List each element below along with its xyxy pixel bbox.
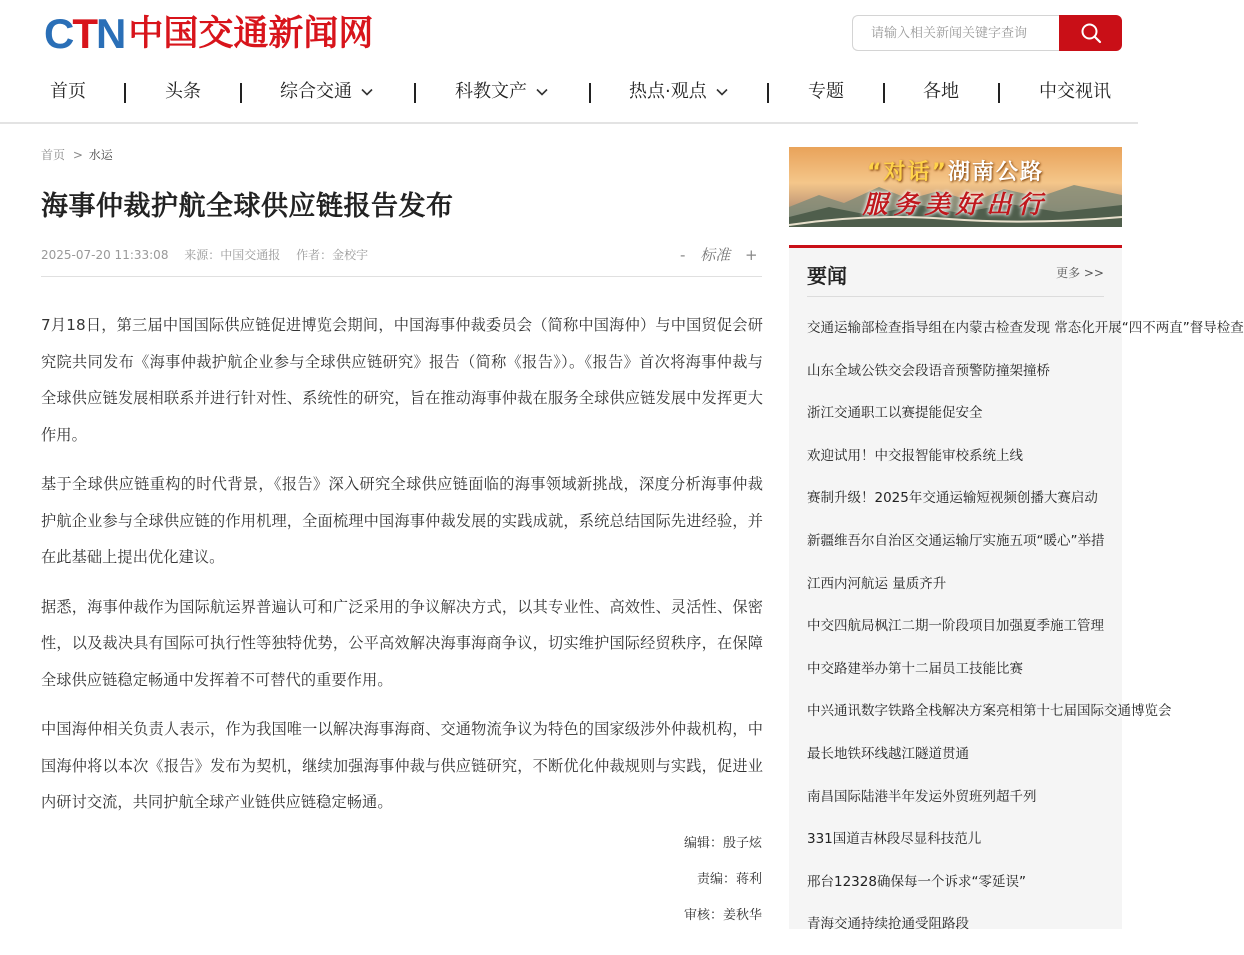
- article-paragraph: 据悉，海事仲裁作为国际航运界普遍认可和广泛采用的争议解决方式，以其专业性、高效性、灵活性、保密性，以及裁决具有国际可执行性等独特优势，公平高效解决海事海商争议，切实维护国际经贸秩序，在保障全球供应链稳定畅通中发挥着不可替代的重要作用。: [41, 597, 763, 689]
- search-bar: [852, 15, 1122, 51]
- breadcrumb-separator: >: [72, 148, 83, 162]
- news-item[interactable]: 青海交通持续抢通受阻路段: [807, 916, 969, 933]
- search-button[interactable]: [1059, 15, 1122, 51]
- search-icon: [1080, 22, 1102, 44]
- nav-separator: [240, 83, 242, 103]
- article-datetime: 2025-07-20 11:33:08: [41, 248, 169, 262]
- more-news-link[interactable]: 更多 >>: [1056, 266, 1104, 280]
- news-item[interactable]: 山东全域公铁交会段语音预警防撞架撞桥: [807, 362, 1050, 379]
- news-item[interactable]: 欢迎试用！中交报智能审校系统上线: [807, 447, 1023, 464]
- font-size-label: 标准: [700, 246, 731, 264]
- news-item[interactable]: 邢台12328确保每一个诉求“零延误”: [807, 873, 1026, 890]
- article-paragraph: 基于全球供应链重构的时代背景，《报告》深入研究全球供应链面临的海事领域新挑战，深度分析海事仲裁护航企业参与全球供应链的作用机理，全面梳理中国海事仲裁发展的实践成就，系统总结国际先进经验，并在此基础上提出优化建议。: [41, 475, 763, 566]
- chevron-down-icon: [360, 85, 374, 99]
- banner-headline: “对话”湖南公路: [867, 160, 1044, 185]
- search-input[interactable]: [852, 15, 1060, 51]
- nav-item-video[interactable]: 中交视讯: [1039, 81, 1111, 102]
- article-body: [41, 307, 763, 834]
- nav-item-regions[interactable]: 各地: [923, 81, 959, 102]
- news-item[interactable]: 中交路建举办第十二届员工技能比赛: [807, 660, 1023, 677]
- nav-item-hot-opinion[interactable]: 热点·观点: [629, 72, 729, 112]
- font-increase-button[interactable]: +: [745, 246, 758, 264]
- nav-item-science-culture[interactable]: 科教文产: [455, 72, 549, 112]
- nav-separator: [414, 83, 416, 103]
- logo-site-name: 中国交通新闻网: [128, 14, 374, 54]
- news-item[interactable]: 331国道吉林段尽显科技范儿: [807, 831, 982, 848]
- site-header: [0, 0, 1138, 124]
- nav-item-transport[interactable]: 综合交通: [280, 72, 374, 112]
- news-item[interactable]: 中兴通讯数字铁路全栈解决方案亮相第十七届国际交通博览会: [807, 703, 1172, 720]
- news-item[interactable]: 江西内河航运 量质齐升: [807, 575, 947, 592]
- credit-editor: 编辑：殷子炫: [683, 836, 762, 851]
- article-credits: [684, 834, 762, 942]
- site-logo[interactable]: [44, 12, 373, 56]
- nav-item-headlines[interactable]: 头条: [165, 81, 201, 102]
- nav-separator: [767, 83, 769, 103]
- nav-separator: [883, 83, 885, 103]
- nav-separator: [998, 83, 1000, 103]
- news-item[interactable]: 赛制升级！2025年交通运输短视频创播大赛启动: [807, 490, 1098, 507]
- credit-chief-editor: 责编：蒋利: [696, 872, 762, 887]
- top-news-panel: [789, 245, 1244, 933]
- font-decrease-button[interactable]: -: [680, 246, 686, 264]
- news-item[interactable]: 最长地铁环线越江隧道贯通: [807, 745, 969, 762]
- article-paragraph: 中国海仲相关负责人表示，作为我国唯一以解决海事海商、交通物流争议为特色的国家级涉外仲裁机构，中国海仲将以本次《报告》发布为契机，继续加强海事仲裁与供应链研究，不断优化仲裁规则与实践，促进业内研讨交流，共同护航全球产业链供应链稳定畅通。: [41, 720, 763, 811]
- banner-slogan: 服务美好出行: [862, 190, 1049, 219]
- article-author: 作者：金校宇: [296, 248, 369, 262]
- nav-item-home[interactable]: 首页: [50, 81, 86, 102]
- promo-banner[interactable]: [789, 147, 1122, 227]
- font-size-control: [680, 244, 758, 265]
- news-item[interactable]: 中交四航局枫江二期一阶段项目加强夏季施工管理: [807, 618, 1104, 635]
- breadcrumb-home[interactable]: 首页: [41, 148, 66, 162]
- chevron-down-icon: [715, 85, 729, 99]
- chevron-down-icon: [535, 85, 549, 99]
- meta-divider: [41, 276, 762, 277]
- nav-item-specials[interactable]: 专题: [808, 81, 844, 102]
- breadcrumb-current[interactable]: 水运: [88, 148, 113, 162]
- credit-reviewer: 审核：姜秋华: [683, 908, 762, 923]
- news-item[interactable]: 南昌国际陆港半年发运外贸班列超千列: [807, 788, 1037, 805]
- news-item[interactable]: 新疆维吾尔自治区交通运输厅实施五项“暖心”举措: [807, 532, 1105, 549]
- news-item[interactable]: 交通运输部检查指导组在内蒙古检查发现 常态化开展“四不两直”督导检查: [807, 320, 1244, 336]
- article-source: 来源：中国交通报: [184, 248, 281, 262]
- nav-separator: [124, 83, 126, 103]
- news-list: [807, 316, 1244, 955]
- logo-ctn-mark: CTN: [44, 10, 125, 57]
- article-paragraph: 7月18日，第三届中国国际供应链促进博览会期间，中国海事仲裁委员会（简称中国海仲）与中国贸促会研究院共同发布《海事仲裁护航企业参与全球供应链研究》报告（简称《报告》）。《报告》首次将海事仲裁与全球供应链发展相联系并进行针对性、系统性的研究，旨在推动海事仲裁在服务全球供应链发展中发挥更大作用。: [41, 316, 763, 444]
- news-item[interactable]: 浙江交通职工以赛提能促安全: [807, 405, 983, 422]
- top-news-title: 要闻: [807, 264, 847, 288]
- main-nav: [0, 72, 1138, 112]
- article-title: 海事仲裁护航全球供应链报告发布: [41, 191, 454, 222]
- news-divider: [807, 296, 1104, 297]
- breadcrumb: [41, 146, 113, 163]
- nav-separator: [589, 83, 591, 103]
- article-meta: [41, 246, 380, 263]
